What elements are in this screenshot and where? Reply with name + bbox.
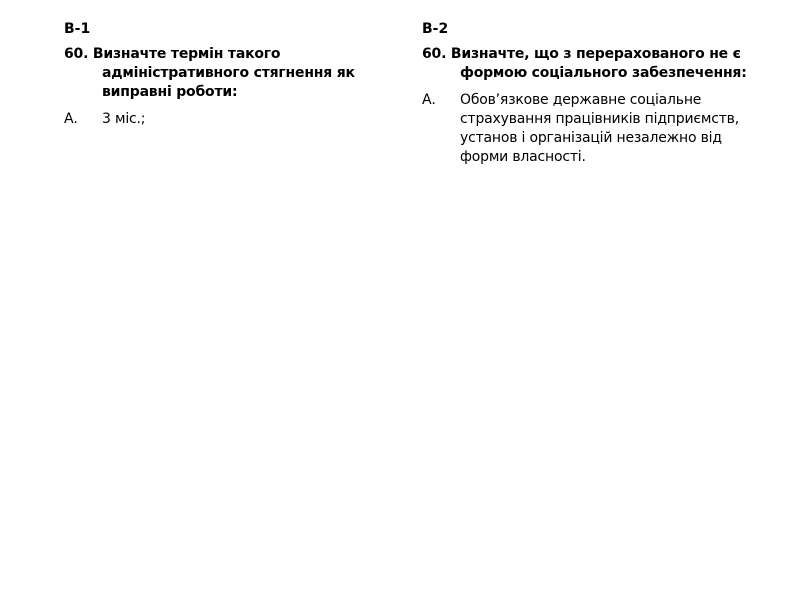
answer-letter: А. — [422, 92, 436, 108]
answer-letter: А. — [64, 111, 78, 127]
question-text: 60. Визначте, що з перерахованого не є формою соціального забезпечення: — [422, 46, 747, 81]
answer-text: Обов’язкове державне соціальне страхування працівників підприємств, установ і організацій незалежно від форми власності. — [460, 92, 739, 165]
variant-title: В-1 — [64, 21, 91, 37]
answer-option — [422, 91, 767, 167]
question-text: 60. Визначте термін такого адміністративного стягнення як виправні роботи: — [64, 46, 355, 100]
left-column — [64, 20, 394, 129]
right-column — [422, 20, 767, 167]
answer-option — [64, 110, 394, 129]
answer-text: 3 міс.; — [102, 111, 146, 127]
variant-title: В-2 — [422, 21, 449, 37]
